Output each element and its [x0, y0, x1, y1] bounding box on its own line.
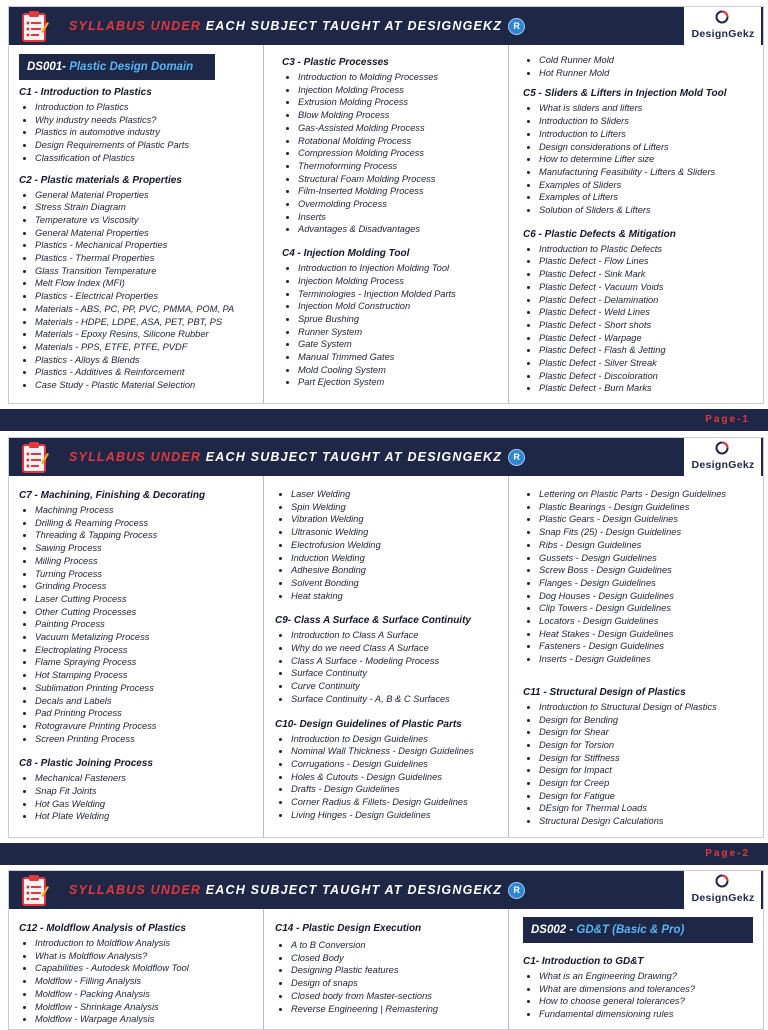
- topic-list: [523, 701, 761, 828]
- topic-item: • Introduction to Molding Processes: [298, 71, 506, 84]
- topic-item: • Why industry needs Plastics?: [35, 114, 261, 127]
- topic-item: • Snap Fits (25) - Design Guidelines: [539, 526, 761, 539]
- topic-item: • Plastic Defect - Sink Mark: [539, 268, 761, 281]
- topic-item: • Inserts: [298, 211, 506, 224]
- topic-item: • Inserts - Design Guidelines: [539, 653, 761, 666]
- course-title: C8 - Plastic Joining Process: [19, 758, 153, 770]
- topic-item: • Runner System: [298, 326, 506, 339]
- topic-list: [275, 629, 507, 705]
- page-banner: [9, 7, 763, 45]
- topic-item: • Design for Torsion: [539, 739, 761, 752]
- topic-item: • Milling Process: [35, 555, 261, 568]
- topic-item: • Why do we need Class A Surface: [291, 642, 507, 655]
- topic-item: • Design for Bending: [539, 714, 761, 727]
- topic-item: • Mold Cooling System: [298, 364, 506, 377]
- registered-mark-icon: R: [508, 18, 525, 35]
- topic-item: • Terminologies - Injection Molded Parts: [298, 288, 506, 301]
- topic-item: • Plastics - Alloys & Blends: [35, 354, 261, 367]
- topic-item: • Injection Molding Process: [298, 275, 506, 288]
- topic-item: • Vacuum Metalizing Process: [35, 631, 261, 644]
- topic-item: • Gas-Assisted Molding Process: [298, 122, 506, 135]
- topic-item: • DEsign for Thermal Loads: [539, 802, 761, 815]
- column-2: [282, 56, 506, 389]
- topic-item: • Flanges - Design Guidelines: [539, 577, 761, 590]
- topic-item: • Gussets - Design Guidelines: [539, 552, 761, 565]
- topic-list: [282, 71, 506, 236]
- topic-item: • Decals and Labels: [35, 695, 261, 708]
- topic-item: • Hot Plate Welding: [35, 810, 261, 823]
- topic-item: • Snap Fit Joints: [35, 785, 261, 798]
- topic-item: • Materials - Epoxy Resins, Silicone Rubber: [35, 328, 261, 341]
- course-section: [275, 488, 507, 602]
- logo-text: DesignGekz: [691, 459, 755, 471]
- column-1: [19, 922, 261, 1026]
- topic-item: • Plastic Gears - Design Guidelines: [539, 513, 761, 526]
- topic-item: • Plastic Defect - Discoloration: [539, 370, 761, 383]
- topic-item: • Introduction to Sliders: [539, 115, 761, 128]
- logo-mark-icon: [715, 874, 729, 888]
- topic-item: • Gate System: [298, 338, 506, 351]
- topic-item: • Surface Continuity: [291, 667, 507, 680]
- column-1: [19, 54, 261, 392]
- topic-item: • Injection Mold Construction: [298, 300, 506, 313]
- topic-item: • Materials - HDPE, LDPE, ASA, PET, PBT, PS: [35, 316, 261, 329]
- course-section: [19, 174, 261, 392]
- topic-item: • Reverse Engineering | Remastering: [291, 1003, 507, 1016]
- course-title: C1 - Introduction to Plastics: [19, 87, 152, 98]
- topic-item: • What is Moldflow Analysis?: [35, 950, 261, 963]
- banner-title-white: EACH SUBJECT TAUGHT AT DESIGNGEKZ: [201, 882, 503, 897]
- topic-item: • Advantages & Disadvantages: [298, 223, 506, 236]
- course-section: [523, 686, 761, 828]
- course-section: [275, 922, 507, 1015]
- topic-item: • Overmolding Process: [298, 198, 506, 211]
- topic-item: • Fundamental dimensioning rules: [539, 1008, 761, 1021]
- topic-item: • Curve Continuity: [291, 680, 507, 693]
- topic-item: • Vibration Welding: [291, 513, 507, 526]
- topic-item: • Other Cutting Processes: [35, 606, 261, 619]
- topic-item: • Ribs - Design Guidelines: [539, 539, 761, 552]
- topic-item: • Heat staking: [291, 590, 507, 603]
- topic-item: • Spin Welding: [291, 501, 507, 514]
- topic-item: • Cold Runner Mold: [539, 54, 761, 67]
- topic-item: • Materials - ABS, PC, PP, PVC, PMMA, POM, PA: [35, 303, 261, 316]
- column-2: [275, 488, 507, 821]
- topic-list: [275, 733, 507, 822]
- topic-item: • Painting Process: [35, 618, 261, 631]
- course-section: [19, 86, 261, 165]
- course-title: C6 - Plastic Defects & Mitigation: [523, 228, 676, 240]
- registered-mark-icon: R: [508, 882, 525, 899]
- banner-title-red: SYLLABUS UNDER: [69, 18, 202, 33]
- logo-mark-icon: [715, 10, 729, 24]
- topic-item: • Design Requirements of Plastic Parts: [35, 139, 261, 152]
- column-divider: [263, 45, 264, 403]
- topic-list: [523, 488, 761, 666]
- topic-item: • Design for Creep: [539, 777, 761, 790]
- domain-box-ds002: [523, 917, 753, 943]
- logo-text: DesignGekz: [691, 892, 755, 904]
- topic-list: [523, 54, 761, 79]
- topic-item: • Manual Trimmed Gates: [298, 351, 506, 364]
- topic-item: • Drilling & Reaming Process: [35, 517, 261, 530]
- topic-item: • Holes & Cutouts - Design Guidelines: [291, 771, 507, 784]
- topic-item: • What are dimensions and tolerances?: [539, 983, 761, 996]
- topic-item: • Manufacturing Feasibility - Lifters & Sliders: [539, 166, 761, 179]
- topic-item: • Temperature vs Viscosity: [35, 214, 261, 227]
- topic-item: • Sawing Process: [35, 542, 261, 555]
- course-section: [19, 757, 261, 823]
- column-3: [523, 917, 761, 1021]
- topic-item: • Introduction to Plastic Defects: [539, 243, 761, 256]
- course-section: [275, 718, 507, 822]
- topic-item: • Machining Process: [35, 504, 261, 517]
- topic-item: • Moldflow - Shrinkage Analysis: [35, 1001, 261, 1014]
- topic-item: • Flame Spraying Process: [35, 656, 261, 669]
- registered-mark-icon: R: [508, 449, 525, 466]
- topic-item: • Corrugations - Design Guidelines: [291, 758, 507, 771]
- page-banner: [9, 438, 763, 476]
- topic-item: • Surface Continuity - A, B & C Surfaces: [291, 693, 507, 706]
- topic-item: • Introduction to Structural Design of Plastics: [539, 701, 761, 714]
- course-section: [282, 56, 506, 236]
- topic-item: • Injection Molding Process: [298, 84, 506, 97]
- topic-item: • Fasteners - Design Guidelines: [539, 640, 761, 653]
- topic-item: • Moldflow - Packing Analysis: [35, 988, 261, 1001]
- course-title: C14 - Plastic Design Execution: [275, 923, 422, 934]
- topic-item: • What is an Engineering Drawing?: [539, 970, 761, 983]
- topic-item: • Grinding Process: [35, 580, 261, 593]
- topic-item: • Adhesive Bonding: [291, 564, 507, 577]
- course-title: C1- Introduction to GD&T: [523, 956, 644, 967]
- topic-item: • Introduction to Class A Surface: [291, 629, 507, 642]
- course-title: C5 - Sliders & Lifters in Injection Mold Tool: [523, 88, 727, 100]
- topic-item: • Extrusion Molding Process: [298, 96, 506, 109]
- topic-item: • Hot Gas Welding: [35, 798, 261, 811]
- topic-item: • Nominal Wall Thickness - Design Guidelines: [291, 745, 507, 758]
- topic-item: • Locators - Design Guidelines: [539, 615, 761, 628]
- topic-item: • Solvent Bonding: [291, 577, 507, 590]
- topic-item: • Plastic Defect - Vacuum Voids: [539, 281, 761, 294]
- topic-item: • Screw Boss - Design Guidelines: [539, 564, 761, 577]
- course-title: C11 - Structural Design of Plastics: [523, 686, 686, 698]
- topic-item: • Closed body from Master-sections: [291, 990, 507, 1003]
- topic-item: • Design for Fatigue: [539, 790, 761, 803]
- topic-item: • Structural Design Calculations: [539, 815, 761, 828]
- domain-box-ds001: [19, 54, 215, 80]
- syllabus-page-2: [8, 437, 764, 838]
- topic-list: [19, 772, 261, 823]
- column-3: [523, 54, 761, 395]
- topic-list: [19, 189, 261, 392]
- topic-item: • Plastic Defect - Warpage: [539, 332, 761, 345]
- clipboard-icon: [21, 441, 49, 474]
- topic-item: • Rotational Molding Process: [298, 135, 506, 148]
- course-section: [523, 54, 761, 79]
- course-title: C7 - Machining, Finishing & Decorating: [19, 490, 206, 501]
- designgekz-logo: [684, 871, 761, 909]
- course-title: C3 - Plastic Processes: [282, 57, 389, 68]
- topic-list: [275, 488, 507, 602]
- topic-list: [275, 939, 507, 1015]
- topic-item: • Plastics - Additives & Reinforcement: [35, 366, 261, 379]
- banner-title: [69, 882, 525, 899]
- topic-item: • Induction Welding: [291, 552, 507, 565]
- course-title: C9- Class A Surface & Surface Continuity: [275, 615, 471, 627]
- topic-item: • Melt Flow Index (MFI): [35, 277, 261, 290]
- topic-item: • Introduction to Injection Molding Tool: [298, 262, 506, 275]
- topic-list: [523, 102, 761, 216]
- designgekz-logo: [684, 7, 761, 45]
- topic-item: • Plastic Defect - Silver Streak: [539, 357, 761, 370]
- designgekz-logo: [684, 438, 761, 476]
- clipboard-icon: [21, 874, 49, 907]
- topic-item: • Compression Molding Process: [298, 147, 506, 160]
- topic-item: • Plastics - Mechanical Properties: [35, 239, 261, 252]
- course-section: [275, 614, 507, 705]
- topic-item: • Moldflow - Warpage Analysis: [35, 1013, 261, 1026]
- topic-item: • Laser Cutting Process: [35, 593, 261, 606]
- topic-item: • Hot Runner Mold: [539, 67, 761, 80]
- topic-item: • Ultrasonic Welding: [291, 526, 507, 539]
- banner-title-white: EACH SUBJECT TAUGHT AT DESIGNGEKZ: [201, 18, 503, 33]
- topic-item: • Corner Radius & Fillets- Design Guidelines: [291, 796, 507, 809]
- topic-item: • Case Study - Plastic Material Selection: [35, 379, 261, 392]
- topic-item: • Solution of Sliders & Lifters: [539, 204, 761, 217]
- topic-item: • Classification of Plastics: [35, 152, 261, 165]
- page-number: Page-1: [705, 414, 750, 425]
- topic-item: • Blow Molding Process: [298, 109, 506, 122]
- topic-item: • What is sliders and lifters: [539, 102, 761, 115]
- topic-list: [282, 262, 506, 389]
- topic-item: • Plastic Defect - Flash & Jetting: [539, 344, 761, 357]
- topic-item: • Thermoforming Process: [298, 160, 506, 173]
- page-footer-bar: [0, 843, 768, 865]
- topic-item: • Examples of Lifters: [539, 191, 761, 204]
- topic-item: • Moldflow - Filling Analysis: [35, 975, 261, 988]
- topic-item: • How to choose general tolerances?: [539, 995, 761, 1008]
- domain-name: GD&T (Basic & Pro): [573, 924, 685, 936]
- topic-item: • Design considerations of Lifters: [539, 141, 761, 154]
- banner-title-red: SYLLABUS UNDER: [69, 449, 202, 464]
- course-section: [282, 247, 506, 389]
- column-divider: [263, 909, 264, 1029]
- topic-item: • Introduction to Design Guidelines: [291, 733, 507, 746]
- syllabus-page-3: [8, 870, 764, 1030]
- banner-title: [69, 449, 525, 466]
- topic-item: • Introduction to Plastics: [35, 101, 261, 114]
- page-footer-bar: [0, 409, 768, 431]
- course-title: C2 - Plastic materials & Properties: [19, 174, 182, 186]
- topic-item: • General Material Properties: [35, 227, 261, 240]
- topic-item: • Plastic Defect - Delamination: [539, 294, 761, 307]
- topic-item: • Glass Transition Temperature: [35, 265, 261, 278]
- topic-item: • Dog Houses - Design Guidelines: [539, 590, 761, 603]
- topic-item: • Lettering on Plastic Parts - Design Guidelines: [539, 488, 761, 501]
- topic-item: • General Material Properties: [35, 189, 261, 202]
- topic-list: [19, 504, 261, 745]
- topic-item: • Sublimation Printing Process: [35, 682, 261, 695]
- topic-item: • Laser Welding: [291, 488, 507, 501]
- column-divider: [508, 45, 509, 403]
- banner-title-red: SYLLABUS UNDER: [69, 882, 202, 897]
- topic-item: • Living Hinges - Design Guidelines: [291, 809, 507, 822]
- topic-item: • How to determine Lifter size: [539, 153, 761, 166]
- course-title: C4 - Injection Molding Tool: [282, 248, 410, 260]
- topic-item: • Mechanical Fasteners: [35, 772, 261, 785]
- column-3: [523, 488, 761, 828]
- topic-item: • Plastics in automotive industry: [35, 126, 261, 139]
- topic-item: • Structural Foam Molding Process: [298, 173, 506, 186]
- course-title: C12 - Moldflow Analysis of Plastics: [19, 923, 186, 934]
- logo-text: DesignGekz: [691, 28, 755, 40]
- topic-item: • Designing Plastic features: [291, 964, 507, 977]
- page-banner: [9, 871, 763, 909]
- course-section: [19, 489, 261, 745]
- banner-title: [69, 18, 525, 35]
- column-1: [19, 489, 261, 823]
- column-2: [275, 922, 507, 1015]
- topic-item: • Design of snaps: [291, 977, 507, 990]
- topic-item: • Pad Printing Process: [35, 707, 261, 720]
- topic-item: • Sprue Bushing: [298, 313, 506, 326]
- topic-item: • Part Ejection System: [298, 376, 506, 389]
- topic-item: • Plastic Defect - Flow Lines: [539, 255, 761, 268]
- topic-item: • Design for Shear: [539, 726, 761, 739]
- banner-title-white: EACH SUBJECT TAUGHT AT DESIGNGEKZ: [201, 449, 503, 464]
- topic-item: • Closed Body: [291, 952, 507, 965]
- clipboard-icon: [21, 10, 49, 43]
- topic-item: • Threading & Tapping Process: [35, 529, 261, 542]
- topic-item: • A to B Conversion: [291, 939, 507, 952]
- topic-item: • Plastic Bearings - Design Guidelines: [539, 501, 761, 514]
- topic-item: • Screen Printing Process: [35, 733, 261, 746]
- page-number: Page-2: [705, 848, 750, 859]
- topic-item: • Plastics - Thermal Properties: [35, 252, 261, 265]
- topic-item: • Film-Inserted Molding Process: [298, 185, 506, 198]
- topic-item: • Electroplating Process: [35, 644, 261, 657]
- domain-name: Plastic Design Domain: [66, 61, 194, 73]
- domain-code: DS002 -: [531, 924, 574, 936]
- topic-list: [523, 243, 761, 395]
- logo-mark-icon: [715, 441, 729, 455]
- topic-item: • Materials - PPS, ETFE, PTFE, PVDF: [35, 341, 261, 354]
- column-divider: [508, 909, 509, 1029]
- topic-item: • Class A Surface - Modeling Process: [291, 655, 507, 668]
- topic-list: [19, 937, 261, 1026]
- syllabus-page-1: [8, 6, 764, 404]
- topic-item: • Clip Towers - Design Guidelines: [539, 602, 761, 615]
- topic-item: • Stress Strain Diagram: [35, 201, 261, 214]
- topic-item: • Turning Process: [35, 568, 261, 581]
- course-section: [523, 87, 761, 216]
- topic-item: • Plastic Defect - Weld Lines: [539, 306, 761, 319]
- course-section: [523, 488, 761, 666]
- topic-list: [19, 101, 261, 165]
- course-section: [523, 228, 761, 395]
- column-divider: [263, 476, 264, 837]
- topic-item: • Plastic Defect - Short shots: [539, 319, 761, 332]
- topic-item: • Heat Stakes - Design Guidelines: [539, 628, 761, 641]
- topic-item: • Plastic Defect - Burn Marks: [539, 382, 761, 395]
- course-title: C10- Design Guidelines of Plastic Parts: [275, 718, 462, 730]
- column-divider: [508, 476, 509, 837]
- topic-item: • Rotogravure Printing Process: [35, 720, 261, 733]
- topic-item: • Examples of Sliders: [539, 179, 761, 192]
- topic-item: • Introduction to Lifters: [539, 128, 761, 141]
- topic-item: • Introduction to Moldflow Analysis: [35, 937, 261, 950]
- topic-item: • Hot Stamping Process: [35, 669, 261, 682]
- topic-item: • Plastics - Electrical Properties: [35, 290, 261, 303]
- topic-item: • Capabilities - Autodesk Moldflow Tool: [35, 962, 261, 975]
- topic-item: • Design for Stiffness: [539, 752, 761, 765]
- topic-item: • Electrofusion Welding: [291, 539, 507, 552]
- topic-list: [523, 970, 761, 1021]
- topic-item: • Drafts - Design Guidelines: [291, 783, 507, 796]
- topic-item: • Design for Impact: [539, 764, 761, 777]
- course-section: [19, 922, 261, 1026]
- course-section: [523, 955, 761, 1021]
- domain-code: DS001-: [27, 61, 66, 73]
